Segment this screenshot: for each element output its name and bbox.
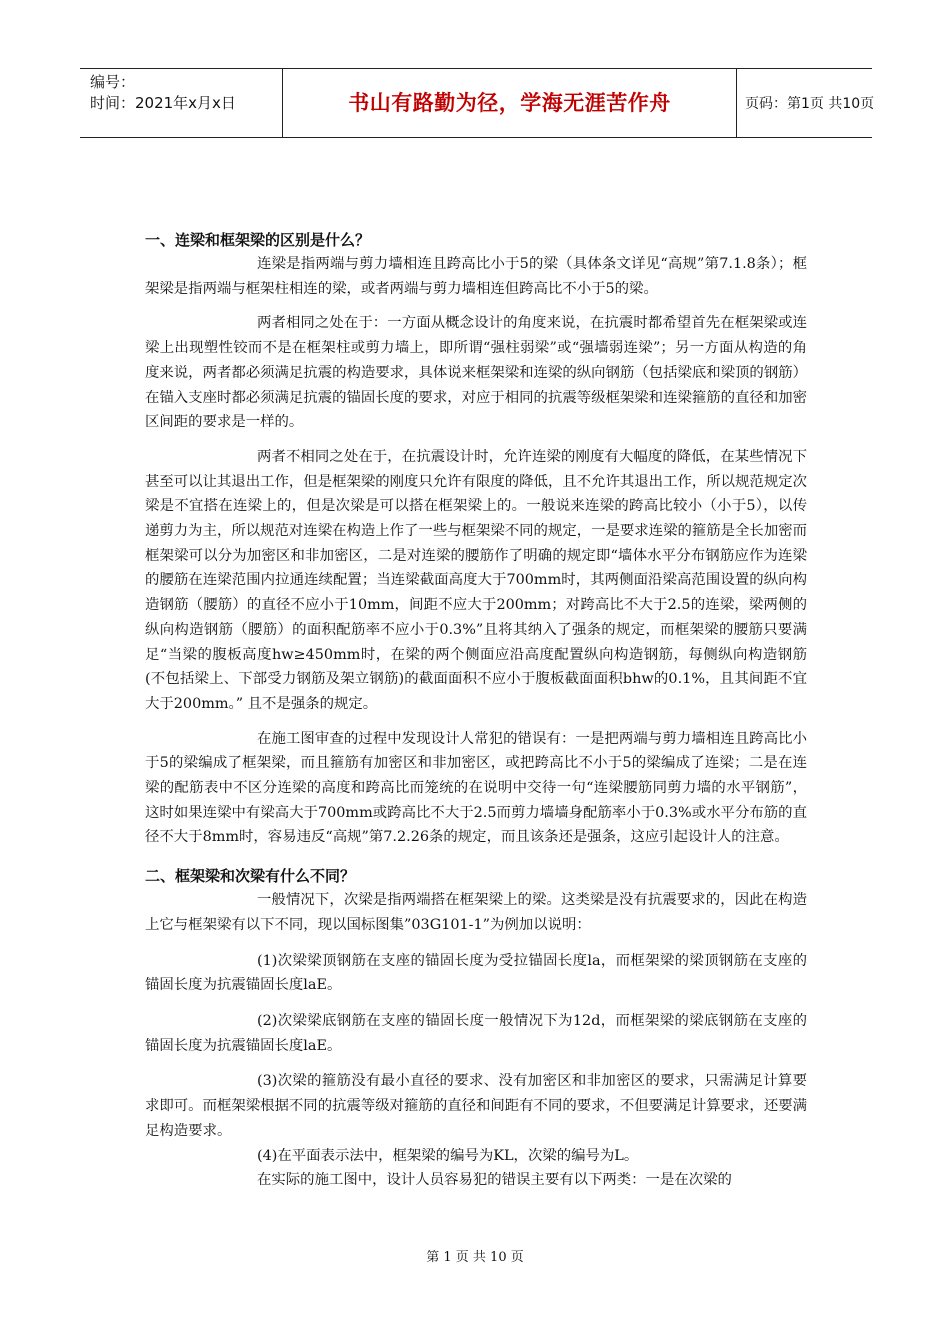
section-2-paragraph: (4)在平面表示法中，框架梁的编号为KL，次梁的编号为L。 [257,1147,639,1164]
doc-number-label: 编号： [90,73,136,91]
page-header [80,68,875,138]
page-footer: 第 1 页 共 10 页 [426,1250,524,1265]
section-2-paragraph: (1)次梁梁顶钢筋在支座的锚固长度为受拉锚固长度la，而框架梁的梁顶钢筋在支座的锚固长度为抗震锚固长度laE。 [145,952,807,994]
doc-date-label: 时间：2021年x月x日 [90,94,236,112]
section-2-heading: 二、框架梁和次梁有什么不同？ [145,867,356,886]
section-1-heading: 一、连梁和框架梁的区别是什么？ [145,231,371,249]
section-2-paragraph: (2)次梁梁底钢筋在支座的锚固长度一般情况下为12d，而框架梁的梁底钢筋在支座的锚固长度为抗震锚固长度laE。 [145,1012,807,1054]
header-page-info: 页码：第1页 共10页 [745,96,875,112]
section-2-paragraph: 一般情况下，次梁是指两端搭在框架梁上的梁。这类梁是没有抗震要求的，因此在构造上它与框架梁有以下不同，现以国标图集”03G101-1”为例加以说明： [145,892,807,933]
header-left-cell [80,69,282,137]
section-2-paragraph: 在实际的施工图中，设计人员容易犯的错误主要有以下两类：一是在次梁的 [257,1172,732,1189]
header-motto-cell [282,69,737,137]
document-body [145,228,807,1193]
section-1-paragraph: 两者不相同之处在于，在抗震设计时，允许连梁的刚度有大幅度的降低，在某些情况下甚至可以让其退出工作，但是框架梁的刚度只允许有限度的降低，且不允许其退出工作，所以规范规定次梁是不宜搭在连梁上的，但是次梁是可以搭在框架梁上的。一般说来连梁的跨高比较小（小于5），以传递剪力为主，所以规范对连梁在构造上作了一些与框架梁不同的规定，一是要求连梁的箍筋是全长加密而框架梁可以分为加密区和非加密区，二是对连梁的腰筋作了明确的规定即“墙体水平分布钢筋应作为连梁的腰筋在连梁范围内拉通连续配置；当连梁截面高度大于700mm时，其两侧面沿梁高范围设置的纵向构造钢筋（腰筋）的直径不应小于10mm，间距不应大于200mm；对跨高比不大于2.5的连梁，梁两侧的纵向构造钢筋（腰筋）的面积配筋率不应小于0.3%”且将其纳入了强条的规定，而框架梁的腰筋只要满足“当梁的腹板高度hw≥450mm时，在梁的两个侧面应沿高度配置纵向构造钢筋，每侧纵向构造钢筋(不包括梁上、下部受力钢筋及架立钢筋)的截面面积不应小于腹板截面面积bhw的0.1%，且其间距不宜大于200mm。” 且不是强条的规定。 [145,448,807,712]
header-motto: 书山有路勤为径，学海无涯苦作舟 [348,91,671,115]
section-1-paragraph: 在施工图审查的过程中发现设计人常犯的错误有：一是把两端与剪力墙相连且跨高比小于5的梁编成了框架梁，而且箍筋有加密区和非加密区，或把跨高比不小于5的梁编成了连梁；二是在连梁的配筋表中不区分连梁的高度和跨高比而笼统的在说明中交待一句“连梁腰筋同剪力墙的水平钢筋”，这时如果连梁中有梁高大于700mm或跨高比不大于2.5而剪力墙墙身配筋率小于0.3%或水平分布筋的直径不大于8mm时，容易违反“高规”第7.2.26条的规定，而且该条还是强条，这应引起设计人的注意。 [145,730,807,846]
section-2-paragraph: (3)次梁的箍筋没有最小直径的要求、没有加密区和非加密区的要求，只需满足计算要求即可。而框架梁根据不同的抗震等级对箍筋的直径和间距有不同的要求，不但要满足计算要求，还要满足构造要求。 [145,1073,807,1139]
section-1-paragraph: 连梁是指两端与剪力墙相连且跨高比小于5的梁（具体条文详见“高规”第7.1.8条）；框架梁是指两端与框架柱相连的梁，或者两端与剪力墙相连但跨高比不小于5的梁。 [145,256,807,297]
section-1-paragraph: 两者相同之处在于：一方面从概念设计的角度来说，在抗震时都希望首先在框架梁或连梁上出现塑性铰而不是在框架柱或剪力墙上，即所谓“强柱弱梁”或“强墙弱连梁”；另一方面从构造的角度来说，两者都必须满足抗震的构造要求，具体说来框架梁和连梁的纵向钢筋（包括梁底和梁顶的钢筋）在锚入支座时都必须满足抗震的锚固长度的要求，对应于相同的抗震等级框架梁和连梁箍筋的直径和加密区间距的要求是一样的。 [145,315,807,431]
